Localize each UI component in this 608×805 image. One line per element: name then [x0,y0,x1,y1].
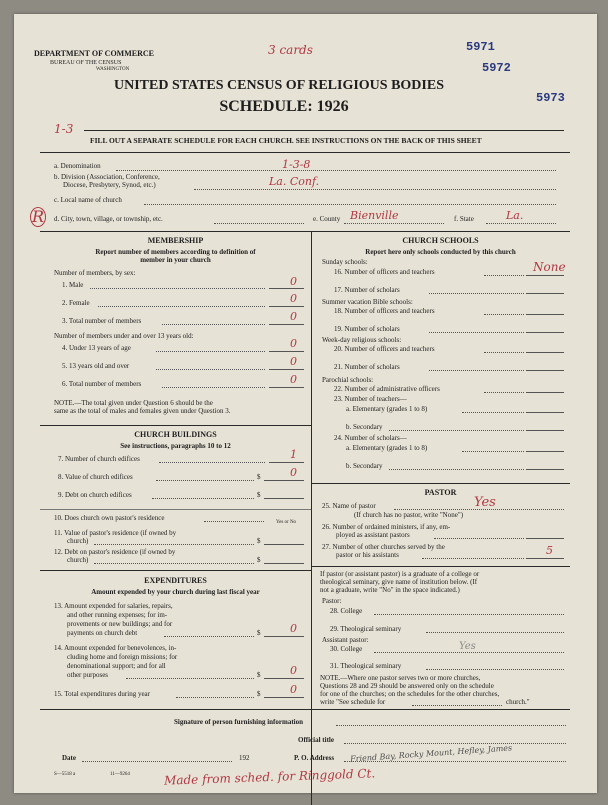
q25-hint: (If church has no pastor, write "None") [354,511,464,519]
q30-line [374,652,564,653]
buildings-sub: See instructions, paragraphs 10 to 12 [120,442,231,450]
q2-label: 2. Female [62,299,90,307]
q1-dots [90,288,265,289]
q8-dots [156,480,254,481]
q24a-dots [462,451,524,452]
q14-dots [126,678,254,679]
state-label: f. State [454,215,474,223]
q23a-dots [462,412,524,413]
membership-note-2: same as the total of males and females given under Question 3. [54,407,231,415]
top-divider [40,152,570,153]
q13-dots [164,636,254,637]
q21-label: 21. Number of scholars [334,363,400,371]
membership-title: MEMBERSHIP [147,236,204,245]
q17-line [526,293,564,294]
weekday-label: Week-day religious schools: [322,336,402,344]
pastor-note-5: church." [506,698,530,706]
schools-title: CHURCH SCHOOLS [402,236,479,245]
q27-label: 27. Number of other churches served by the [322,543,445,551]
q14-line-4: other purposes [67,671,109,679]
q11-label-2: church) [67,537,89,545]
q14-line-3: denominational support; and for all [67,662,166,670]
q24-label: 24. Number of scholars— [334,434,407,442]
q15-dots [176,697,254,698]
pastor-note-1: NOTE.—Where one pastor serves two or more churches, [320,674,481,682]
q1-label: 1. Male [62,281,84,289]
q27-label-2: pastor or his assistants [336,551,399,559]
q28-line [374,614,564,615]
q12-line [264,563,304,564]
q7-dots [159,462,265,463]
print-code: 11—9264 [110,772,130,777]
q14-dollar: $ [257,671,261,679]
q27-value[interactable]: 5 [546,544,553,557]
official-title-label: Official title [298,736,334,744]
q2-line [269,306,304,307]
local-name-line [144,204,556,205]
q26-label: 26. Number of ordained ministers, if any, em- [322,523,451,531]
q9-line [264,498,304,499]
q23a-label: a. Elementary (grades 1 to 8) [346,405,428,413]
q14-line [264,678,304,679]
q24b-dots [389,469,524,470]
age-intro-label: Number of members under and over 13 years old: [54,332,194,340]
q9-dollar: $ [257,491,261,499]
q7-value[interactable]: 1 [290,448,297,461]
membership-bottom-rule [40,425,311,426]
q15-dollar: $ [257,690,261,698]
q4-value[interactable]: 0 [290,337,297,350]
q12-dots [94,563,254,564]
schedule-title: SCHEDULE: 1926 [219,98,349,115]
q25-label: 25. Name of pastor [322,502,376,510]
department-label: DEPARTMENT OF COMMERCE [34,49,155,58]
q3-dots [162,324,265,325]
summer-label: Summer vacation Bible schools: [322,298,413,306]
q30-label: 30. College [330,645,363,653]
grid-bottom-rule [40,709,570,710]
q5-line [269,369,304,370]
membership-note-1: NOTE.—The total given under Question 6 should be the [54,399,213,407]
q18-line [526,314,564,315]
schools-sub: Report here only schools conducted by this church [365,248,516,256]
city-label-field: d. City, town, village, or township, etc. [54,215,163,223]
po-address-value[interactable]: Friend Bay, Rocky Mount, Hefley, James [349,743,513,764]
q2-value[interactable]: 0 [290,292,297,305]
q11-line [264,544,304,545]
graduate-note-1: If pastor (or assistant pastor) is a graduate of a college or [320,570,480,578]
q13-line-4: payments on church debt [67,629,138,637]
q10-label: 10. Does church own pastor's residence [54,514,165,522]
denomination-value[interactable]: 1-3-8 [282,158,311,171]
q22-label: 22. Number of administrative officers [334,385,440,393]
denomination-line [116,170,556,171]
q24b-line [526,469,564,470]
q31-label: 31. Theological seminary [330,662,402,670]
signature-label: Signature of person furnishing information [174,718,303,726]
q23a-line [526,412,564,413]
q5-value[interactable]: 0 [290,355,297,368]
membership-sub-2: member in your church [140,256,211,264]
q7-line [269,462,304,463]
column-divider [311,231,312,805]
q30-value[interactable]: Yes [459,641,476,652]
q3-value[interactable]: 0 [290,310,297,323]
membership-sub-1: Report number of members according to definition of [95,248,256,256]
q6-dots [162,387,265,388]
division-line [194,189,556,190]
q29-line [426,632,564,633]
q11-label: 11. Value of pastor's residence (if owned by [54,529,177,537]
q13-line-2: and other running expenses; for im- [67,611,168,619]
state-value[interactable]: La. [506,209,524,222]
stamp-number-2: 5972 [482,61,511,75]
q20-label: 20. Number of officers and teachers [334,345,435,353]
q21-dots [429,370,524,371]
yes-no-hint: Yes or No [276,520,297,525]
q16-value[interactable]: None [533,260,566,274]
signature-line[interactable] [336,725,566,726]
q16-label: 16. Number of officers and teachers [334,268,435,276]
q9-dots [152,498,254,499]
q20-line [526,352,564,353]
q4-dots [156,351,265,352]
official-title-line[interactable] [344,743,566,744]
q26-line [526,538,564,539]
pastor-note-3: for one of the churches; on the schedules for the other churches, [320,690,500,698]
form-title: UNITED STATES CENSUS OF RELIGIOUS BODIES [113,78,444,93]
title-rule [84,130,564,131]
census-schedule-sheet [14,14,597,793]
date-line[interactable] [82,761,232,762]
q15-line [264,697,304,698]
grid-top-rule [40,231,570,232]
q12-label: 12. Debt on pastor's residence (if owned by [54,548,176,556]
q19-dots [429,332,524,333]
q23b-label: b. Secondary [346,423,383,431]
expenditures-sub: Amount expended by your church during last fiscal year [91,588,260,596]
q29-label: 29. Theological seminary [330,625,402,633]
q17-dots [429,293,524,294]
denomination-label: a. Denomination [54,162,101,170]
q21-line [526,370,564,371]
left-code-note: 1-3 [54,122,74,136]
year-label: 192 [239,754,250,762]
q13-dollar: $ [257,629,261,637]
q26-label-2: ployed as assistant pastors [336,531,410,539]
q8-line [264,480,304,481]
q4-line [269,351,304,352]
parochial-label: Parochial schools: [322,376,374,384]
county-value[interactable]: Bienville [350,209,399,222]
r-circle-mark: R [31,207,45,226]
county-line [344,223,444,224]
graduate-note-2: theological seminary, give name of institution below. (If [320,578,478,586]
q2-dots [98,306,265,307]
q13-line [264,636,304,637]
by-sex-label: Number of members, by sex: [54,269,136,277]
stamp-number-3: 5973 [536,91,565,105]
q10-dots [204,521,264,522]
q17-label: 17. Number of scholars [334,286,400,294]
q12-label-2: church) [67,556,89,564]
pastor-divider [311,566,570,567]
city-line [214,223,304,224]
q11-dollar: $ [257,537,261,545]
q20-dots [484,352,524,353]
q26-dots [434,538,524,539]
q19-label: 19. Number of scholars [334,325,400,333]
q9-label: 9. Debt on church edifices [58,491,132,499]
q16-line [526,275,564,276]
q18-label: 18. Number of officers and teachers [334,307,435,315]
q8-label: 8. Value of church edifices [58,473,133,481]
q3-line [269,324,304,325]
q15-label: 15. Total expenditures during year [54,690,150,698]
division-value[interactable]: La. Conf. [269,175,320,188]
q24a-label: a. Elementary (grades 1 to 8) [346,444,428,452]
q18-dots [484,314,524,315]
local-name-label: c. Local name of church [54,196,122,204]
state-line [486,223,556,224]
q27-line [526,558,564,559]
buildings-bottom-rule [40,570,311,571]
q28-label: 28. College [330,607,363,615]
q4-label: 4. Under 13 years of age [62,344,131,352]
form-number: S—5518 a [54,772,76,777]
city-label: WASHINGTON [96,67,130,72]
q24a-line [526,451,564,452]
q6-value[interactable]: 0 [290,373,297,386]
po-address-label: P. O. Address [294,754,335,762]
pastor-title: PASTOR [424,488,457,497]
q8-value[interactable]: 0 [290,466,297,479]
sunday-label: Sunday schools: [322,258,368,266]
footer-note: Made from sched. for Ringgold Ct. [163,766,376,788]
q8-dollar: $ [257,473,261,481]
q13-value[interactable]: 0 [290,622,297,635]
q14-value[interactable]: 0 [290,664,297,677]
buildings-title: CHURCH BUILDINGS [134,430,217,439]
instruction-line: FILL OUT A SEPARATE SCHEDULE FOR EACH CHURCH. SEE INSTRUCTIONS ON THE BACK OF THIS SHEET [90,136,482,145]
q3-label: 3. Total number of members [62,317,142,325]
pastor-note-4: write "See schedule for [320,698,386,706]
q24b-label: b. Secondary [346,462,383,470]
assistant-pastor-label: Assistant pastor: [322,636,369,644]
pastor-sub-label: Pastor: [322,597,342,605]
q13-line-1: 13. Amount expended for salaries, repairs, [54,602,173,610]
schools-bottom-rule [311,483,570,484]
bureau-label: BUREAU OF THE CENSUS [50,60,122,66]
division-label: b. Division (Association, Conference, [54,173,160,181]
q22-line [526,392,564,393]
pastor-note-blank [412,705,502,706]
q15-value[interactable]: 0 [290,683,297,696]
q1-line [269,288,304,289]
q23b-line [526,430,564,431]
q6-line [269,387,304,388]
q27-dots [422,558,524,559]
buildings-sub-rule [40,509,311,510]
q14-line-2: cluding home and foreign missions; for [67,653,178,661]
q23-label: 23. Number of teachers— [334,395,407,403]
cards-note: 3 cards [268,43,313,57]
q31-line [426,669,564,670]
q14-line-1: 14. Amount expended for benevolences, in- [54,644,177,652]
q22-dots [484,392,524,393]
date-label: Date [62,754,76,762]
q12-dollar: $ [257,556,261,564]
q19-line [526,332,564,333]
q13-line-3: provements or new buildings; and for [67,620,173,628]
expenditures-title: EXPENDITURES [144,576,207,585]
division-label-2: Diocese, Presbytery, Synod, etc.) [63,181,156,189]
pastor-note-2: Questions 28 and 29 should be answered only on the schedule [320,682,494,690]
q5-dots [156,369,265,370]
q11-dots [94,544,254,545]
graduate-note-3: not a graduate, write "No" in the space indicated.) [320,586,460,594]
stamp-number-1: 5971 [466,40,495,54]
q5-label: 5. 13 years old and over [62,362,130,370]
q23b-dots [389,430,524,431]
q6-label: 6. Total number of members [62,380,142,388]
q7-label: 7. Number of church edifices [58,455,140,463]
q16-dots [484,275,524,276]
q25-value[interactable]: Yes [474,495,496,510]
q1-value[interactable]: 0 [290,275,297,288]
county-label: e. County [313,215,341,223]
